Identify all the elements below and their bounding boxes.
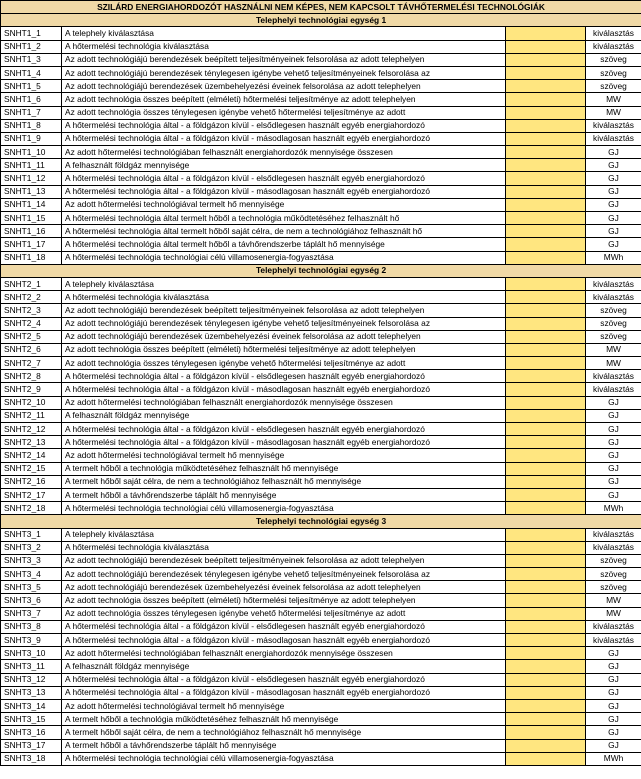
value-input-cell[interactable] — [506, 528, 586, 541]
table-row — [1, 185, 641, 198]
value-input-cell[interactable] — [506, 225, 586, 238]
row-description: A hőtermelési technológia kiválasztása — [62, 541, 506, 554]
row-code: SNHT1_5 — [1, 80, 62, 93]
row-code: SNHT3_5 — [1, 581, 62, 594]
value-input-cell[interactable] — [506, 475, 586, 488]
row-unit: kiválasztás — [586, 370, 641, 383]
value-input-cell[interactable] — [506, 80, 586, 93]
row-unit: GJ — [586, 739, 641, 752]
table-row — [1, 370, 641, 383]
section-header-row — [1, 264, 641, 277]
table-row — [1, 409, 641, 422]
row-description: Az adott technológiájú berendezések üzembehelyezési éveinek felsorolása az adott telephelyen — [62, 330, 506, 343]
row-code: SNHT3_11 — [1, 660, 62, 673]
value-input-cell[interactable] — [506, 198, 586, 211]
value-input-cell[interactable] — [506, 462, 586, 475]
row-unit: szöveg — [586, 330, 641, 343]
value-input-cell[interactable] — [506, 304, 586, 317]
value-input-cell[interactable] — [506, 27, 586, 40]
table-row — [1, 343, 641, 356]
value-input-cell[interactable] — [506, 436, 586, 449]
table-row — [1, 462, 641, 475]
row-description: Az adott technológiájú berendezések beépített teljesítményeinek felsorolása az adott telephelyen — [62, 554, 506, 567]
row-unit: GJ — [586, 713, 641, 726]
row-unit: MW — [586, 93, 641, 106]
row-unit: GJ — [586, 449, 641, 462]
row-code: SNHT2_1 — [1, 277, 62, 290]
table-row — [1, 277, 641, 290]
row-code: SNHT1_12 — [1, 172, 62, 185]
table-row — [1, 198, 641, 211]
table-row — [1, 106, 641, 119]
table-row — [1, 225, 641, 238]
row-code: SNHT1_9 — [1, 132, 62, 145]
row-unit: szöveg — [586, 317, 641, 330]
row-description: A termelt hőből a technológia működtetéséhez felhasznált hő mennyisége — [62, 462, 506, 475]
row-code: SNHT1_16 — [1, 225, 62, 238]
row-unit: GJ — [586, 660, 641, 673]
value-input-cell[interactable] — [506, 330, 586, 343]
row-unit: GJ — [586, 172, 641, 185]
row-code: SNHT1_18 — [1, 251, 62, 264]
value-input-cell[interactable] — [506, 396, 586, 409]
table-row — [1, 40, 641, 53]
table-row — [1, 119, 641, 132]
value-input-cell[interactable] — [506, 568, 586, 581]
value-input-cell[interactable] — [506, 726, 586, 739]
row-code: SNHT3_7 — [1, 607, 62, 620]
row-code: SNHT2_17 — [1, 488, 62, 501]
row-description: Az adott technológiájú berendezések beépített teljesítményeinek felsorolása az adott telephelyen — [62, 304, 506, 317]
value-input-cell[interactable] — [506, 594, 586, 607]
row-unit: GJ — [586, 475, 641, 488]
row-description: A hőtermelési technológia által - a földgázon kívül - elsődlegesen használt egyéb energiahordozó — [62, 370, 506, 383]
table-row — [1, 159, 641, 172]
row-code: SNHT3_18 — [1, 752, 62, 765]
value-input-cell[interactable] — [506, 752, 586, 765]
title-row — [1, 1, 641, 14]
row-code: SNHT3_10 — [1, 647, 62, 660]
row-description: A hőtermelési technológia által - a földgázon kívül - elsődlegesen használt egyéb energiahordozó — [62, 119, 506, 132]
row-unit: kiválasztás — [586, 620, 641, 633]
table-row — [1, 93, 641, 106]
row-description: A hőtermelési technológia által - a földgázon kívül - elsődlegesen használt egyéb energiahordozó — [62, 673, 506, 686]
table-row — [1, 212, 641, 225]
row-unit: MWh — [586, 251, 641, 264]
table-row — [1, 699, 641, 712]
value-input-cell[interactable] — [506, 146, 586, 159]
table-row — [1, 554, 641, 567]
row-description: A telephely kiválasztása — [62, 528, 506, 541]
row-description: A felhasznált földgáz mennyisége — [62, 159, 506, 172]
row-code: SNHT3_8 — [1, 620, 62, 633]
row-unit: kiválasztás — [586, 634, 641, 647]
value-input-cell[interactable] — [506, 488, 586, 501]
row-code: SNHT3_2 — [1, 541, 62, 554]
table-row — [1, 172, 641, 185]
row-description: A hőtermelési technológia által - a földgázon kívül - másodlagosan használt egyéb energiahordozó — [62, 132, 506, 145]
value-input-cell[interactable] — [506, 159, 586, 172]
row-code: SNHT3_1 — [1, 528, 62, 541]
value-input-cell[interactable] — [506, 277, 586, 290]
table-row — [1, 502, 641, 515]
row-unit: GJ — [586, 673, 641, 686]
row-unit: GJ — [586, 726, 641, 739]
row-unit: kiválasztás — [586, 277, 641, 290]
row-code: SNHT3_14 — [1, 699, 62, 712]
value-input-cell[interactable] — [506, 119, 586, 132]
row-code: SNHT2_12 — [1, 423, 62, 436]
row-code: SNHT1_6 — [1, 93, 62, 106]
row-description: Az adott technológiájú berendezések üzembehelyezési éveinek felsorolása az adott telephelyen — [62, 80, 506, 93]
row-code: SNHT2_7 — [1, 357, 62, 370]
table-row — [1, 238, 641, 251]
row-unit: GJ — [586, 647, 641, 660]
row-code: SNHT2_2 — [1, 291, 62, 304]
row-unit: szöveg — [586, 53, 641, 66]
row-description: Az adott technológia összes ténylegesen igénybe vehető hőtermelési teljesítménye az adott — [62, 106, 506, 119]
row-code: SNHT2_15 — [1, 462, 62, 475]
table-row — [1, 291, 641, 304]
row-description: Az adott technológia összes ténylegesen igénybe vehető hőtermelési teljesítménye az adott — [62, 607, 506, 620]
row-code: SNHT2_5 — [1, 330, 62, 343]
table-row — [1, 330, 641, 343]
table-row — [1, 607, 641, 620]
row-unit: MWh — [586, 502, 641, 515]
value-input-cell[interactable] — [506, 66, 586, 79]
row-description: A hőtermelési technológia által - a földgázon kívül - elsődlegesen használt egyéb energiahordozó — [62, 172, 506, 185]
row-description: A termelt hőből a távhőrendszerbe táplált hő mennyisége — [62, 739, 506, 752]
row-code: SNHT2_16 — [1, 475, 62, 488]
row-description: Az adott technológiájú berendezések beépített teljesítményeinek felsorolása az adott telephelyen — [62, 53, 506, 66]
row-unit: GJ — [586, 436, 641, 449]
table-row — [1, 620, 641, 633]
value-input-cell[interactable] — [506, 251, 586, 264]
table-row — [1, 686, 641, 699]
value-input-cell[interactable] — [506, 106, 586, 119]
row-unit: GJ — [586, 462, 641, 475]
table-row — [1, 53, 641, 66]
value-input-cell[interactable] — [506, 409, 586, 422]
row-unit: kiválasztás — [586, 541, 641, 554]
row-description: Az adott hőtermelési technológiában felhasznált energiahordozók mennyisége összesen — [62, 647, 506, 660]
value-input-cell[interactable] — [506, 423, 586, 436]
row-description: Az adott hőtermelési technológiában felhasznált energiahordozók mennyisége összesen — [62, 146, 506, 159]
row-unit: GJ — [586, 396, 641, 409]
row-description: A termelt hőből saját célra, de nem a technológiához felhasznált hő mennyisége — [62, 475, 506, 488]
row-unit: MW — [586, 357, 641, 370]
row-code: SNHT1_15 — [1, 212, 62, 225]
row-code: SNHT3_4 — [1, 568, 62, 581]
table-row — [1, 436, 641, 449]
table-row — [1, 357, 641, 370]
row-description: A hőtermelési technológia technológiai célú villamosenergia-fogyasztása — [62, 502, 506, 515]
value-input-cell[interactable] — [506, 317, 586, 330]
value-input-cell[interactable] — [506, 647, 586, 660]
row-description: Az adott technológiájú berendezések ténylegesen igénybe vehető teljesítményeinek felsorolása az — [62, 66, 506, 79]
value-input-cell[interactable] — [506, 713, 586, 726]
table-row — [1, 673, 641, 686]
row-description: A hőtermelési technológia által - a földgázon kívül - másodlagosan használt egyéb energiahordozó — [62, 383, 506, 396]
table-row — [1, 752, 641, 765]
row-description: A hőtermelési technológia által - a földgázon kívül - másodlagosan használt egyéb energiahordozó — [62, 185, 506, 198]
row-unit: szöveg — [586, 66, 641, 79]
table-row — [1, 396, 641, 409]
row-code: SNHT1_4 — [1, 66, 62, 79]
row-code: SNHT2_14 — [1, 449, 62, 462]
row-unit: GJ — [586, 423, 641, 436]
row-description: A hőtermelési technológia által termelt hőből saját célra, de nem a technológiához felhasznált hő — [62, 225, 506, 238]
row-code: SNHT2_8 — [1, 370, 62, 383]
value-input-cell[interactable] — [506, 185, 586, 198]
row-unit: szöveg — [586, 304, 641, 317]
table-row — [1, 146, 641, 159]
value-input-cell[interactable] — [506, 739, 586, 752]
value-input-cell[interactable] — [506, 449, 586, 462]
row-unit: GJ — [586, 146, 641, 159]
value-input-cell[interactable] — [506, 660, 586, 673]
row-unit: kiválasztás — [586, 528, 641, 541]
row-unit: GJ — [586, 488, 641, 501]
value-input-cell[interactable] — [506, 607, 586, 620]
row-unit: GJ — [586, 212, 641, 225]
value-input-cell[interactable] — [506, 383, 586, 396]
row-code: SNHT3_12 — [1, 673, 62, 686]
value-input-cell[interactable] — [506, 686, 586, 699]
row-description: A termelt hőből a technológia működtetéséhez felhasznált hő mennyisége — [62, 713, 506, 726]
row-description: A felhasznált földgáz mennyisége — [62, 409, 506, 422]
table-row — [1, 713, 641, 726]
table-row — [1, 647, 641, 660]
row-unit: MW — [586, 343, 641, 356]
value-input-cell[interactable] — [506, 370, 586, 383]
table-row — [1, 528, 641, 541]
value-input-cell[interactable] — [506, 40, 586, 53]
row-unit: kiválasztás — [586, 27, 641, 40]
row-code: SNHT3_3 — [1, 554, 62, 567]
row-code: SNHT2_3 — [1, 304, 62, 317]
row-description: A hőtermelési technológia által - a földgázon kívül - elsődlegesen használt egyéb energiahordozó — [62, 620, 506, 633]
row-description: A hőtermelési technológia által - a földgázon kívül - másodlagosan használt egyéb energiahordozó — [62, 634, 506, 647]
table-row — [1, 739, 641, 752]
row-unit: GJ — [586, 686, 641, 699]
row-code: SNHT2_11 — [1, 409, 62, 422]
row-description: A termelt hőből a távhőrendszerbe táplált hő mennyisége — [62, 488, 506, 501]
row-code: SNHT3_13 — [1, 686, 62, 699]
row-description: A telephely kiválasztása — [62, 277, 506, 290]
row-unit: GJ — [586, 238, 641, 251]
row-code: SNHT1_2 — [1, 40, 62, 53]
value-input-cell[interactable] — [506, 93, 586, 106]
row-description: Az adott hőtermelési technológiával termelt hő mennyisége — [62, 449, 506, 462]
table-row — [1, 27, 641, 40]
value-input-cell[interactable] — [506, 343, 586, 356]
row-unit: MW — [586, 594, 641, 607]
row-description: Az adott technológiájú berendezések ténylegesen igénybe vehető teljesítményeinek felsorolása az — [62, 568, 506, 581]
row-code: SNHT1_14 — [1, 198, 62, 211]
row-description: A hőtermelési technológia által - a földgázon kívül - elsődlegesen használt egyéb energiahordozó — [62, 423, 506, 436]
row-unit: kiválasztás — [586, 291, 641, 304]
value-input-cell[interactable] — [506, 291, 586, 304]
table-row — [1, 488, 641, 501]
row-description: Az adott technológia összes beépített (elméleti) hőtermelési teljesítménye az adott telephelyen — [62, 343, 506, 356]
row-unit: MW — [586, 607, 641, 620]
table-row — [1, 660, 641, 673]
row-code: SNHT3_17 — [1, 739, 62, 752]
table-row — [1, 304, 641, 317]
section-heading: Telephelyi technológiai egység 2 — [1, 264, 641, 277]
row-description: Az adott technológia összes beépített (elméleti) hőtermelési teljesítménye az adott telephelyen — [62, 594, 506, 607]
row-unit: kiválasztás — [586, 40, 641, 53]
value-input-cell[interactable] — [506, 620, 586, 633]
row-unit: GJ — [586, 159, 641, 172]
row-code: SNHT2_6 — [1, 343, 62, 356]
value-input-cell[interactable] — [506, 53, 586, 66]
row-description: A termelt hőből saját célra, de nem a technológiához felhasznált hő mennyisége — [62, 726, 506, 739]
table-row — [1, 594, 641, 607]
row-unit: GJ — [586, 225, 641, 238]
value-input-cell[interactable] — [506, 634, 586, 647]
value-input-cell[interactable] — [506, 357, 586, 370]
table-row — [1, 634, 641, 647]
row-code: SNHT2_4 — [1, 317, 62, 330]
row-code: SNHT3_16 — [1, 726, 62, 739]
section-header-row — [1, 515, 641, 528]
row-description: Az adott technológiájú berendezések ténylegesen igénybe vehető teljesítményeinek felsorolása az — [62, 317, 506, 330]
row-code: SNHT3_9 — [1, 634, 62, 647]
row-code: SNHT3_6 — [1, 594, 62, 607]
row-description: Az adott technológiájú berendezések üzembehelyezési éveinek felsorolása az adott telephelyen — [62, 581, 506, 594]
row-unit: szöveg — [586, 80, 641, 93]
row-code: SNHT2_10 — [1, 396, 62, 409]
table-row — [1, 541, 641, 554]
value-input-cell[interactable] — [506, 502, 586, 515]
row-unit: kiválasztás — [586, 383, 641, 396]
row-unit: GJ — [586, 699, 641, 712]
row-code: SNHT2_9 — [1, 383, 62, 396]
table-row — [1, 251, 641, 264]
value-input-cell[interactable] — [506, 554, 586, 567]
row-description: A hőtermelési technológia által - a földgázon kívül - másodlagosan használt egyéb energiahordozó — [62, 686, 506, 699]
row-description: A hőtermelési technológia technológiai célú villamosenergia-fogyasztása — [62, 251, 506, 264]
row-code: SNHT1_10 — [1, 146, 62, 159]
row-unit: szöveg — [586, 568, 641, 581]
row-code: SNHT2_18 — [1, 502, 62, 515]
row-unit: kiválasztás — [586, 132, 641, 145]
table-row — [1, 317, 641, 330]
table-title: SZILÁRD ENERGIAHORDOZÓT HASZNÁLNI NEM KÉPES, NEM KAPCSOLT TÁVHŐTERMELÉSI TECHNOLÓGIÁK — [1, 1, 641, 14]
row-unit: GJ — [586, 409, 641, 422]
row-code: SNHT1_17 — [1, 238, 62, 251]
row-unit: MWh — [586, 752, 641, 765]
row-description: A felhasznált földgáz mennyisége — [62, 660, 506, 673]
table-row — [1, 726, 641, 739]
table-row — [1, 383, 641, 396]
row-description: A telephely kiválasztása — [62, 27, 506, 40]
value-input-cell[interactable] — [506, 699, 586, 712]
row-description: Az adott hőtermelési technológiában felhasznált energiahordozók mennyisége összesen — [62, 396, 506, 409]
row-code: SNHT3_15 — [1, 713, 62, 726]
value-input-cell[interactable] — [506, 541, 586, 554]
row-description: A hőtermelési technológia kiválasztása — [62, 291, 506, 304]
row-description: A hőtermelési technológia által termelt hőből a távhőrendszerbe táplált hő mennyisége — [62, 238, 506, 251]
row-unit: GJ — [586, 198, 641, 211]
value-input-cell[interactable] — [506, 172, 586, 185]
value-input-cell[interactable] — [506, 238, 586, 251]
table-row — [1, 449, 641, 462]
row-description: Az adott hőtermelési technológiával termelt hő mennyisége — [62, 198, 506, 211]
table-row — [1, 132, 641, 145]
row-unit: szöveg — [586, 554, 641, 567]
row-code: SNHT1_11 — [1, 159, 62, 172]
row-description: A hőtermelési technológia kiválasztása — [62, 40, 506, 53]
table-row — [1, 581, 641, 594]
row-code: SNHT1_1 — [1, 27, 62, 40]
row-unit: MW — [586, 106, 641, 119]
row-description: A hőtermelési technológia által termelt hőből a technológia működtetéséhez felhasznált hő — [62, 212, 506, 225]
row-unit: GJ — [586, 185, 641, 198]
table-row — [1, 568, 641, 581]
row-code: SNHT1_7 — [1, 106, 62, 119]
section-heading: Telephelyi technológiai egység 3 — [1, 515, 641, 528]
row-description: A hőtermelési technológia által - a földgázon kívül - másodlagosan használt egyéb energiahordozó — [62, 436, 506, 449]
section-heading: Telephelyi technológiai egység 1 — [1, 14, 641, 27]
row-code: SNHT1_13 — [1, 185, 62, 198]
row-description: A hőtermelési technológia technológiai célú villamosenergia-fogyasztása — [62, 752, 506, 765]
row-code: SNHT1_8 — [1, 119, 62, 132]
row-code: SNHT2_13 — [1, 436, 62, 449]
row-description: Az adott technológia összes ténylegesen igénybe vehető hőtermelési teljesítménye az adott — [62, 357, 506, 370]
value-input-cell[interactable] — [506, 581, 586, 594]
row-description: Az adott hőtermelési technológiával termelt hő mennyisége — [62, 699, 506, 712]
row-unit: szöveg — [586, 581, 641, 594]
value-input-cell[interactable] — [506, 673, 586, 686]
table-row — [1, 475, 641, 488]
row-description: Az adott technológia összes beépített (elméleti) hőtermelési teljesítménye az adott telephelyen — [62, 93, 506, 106]
table-row — [1, 80, 641, 93]
section-header-row — [1, 14, 641, 27]
value-input-cell[interactable] — [506, 212, 586, 225]
value-input-cell[interactable] — [506, 132, 586, 145]
table-row — [1, 66, 641, 79]
table-row — [1, 423, 641, 436]
row-unit: kiválasztás — [586, 119, 641, 132]
row-code: SNHT1_3 — [1, 53, 62, 66]
